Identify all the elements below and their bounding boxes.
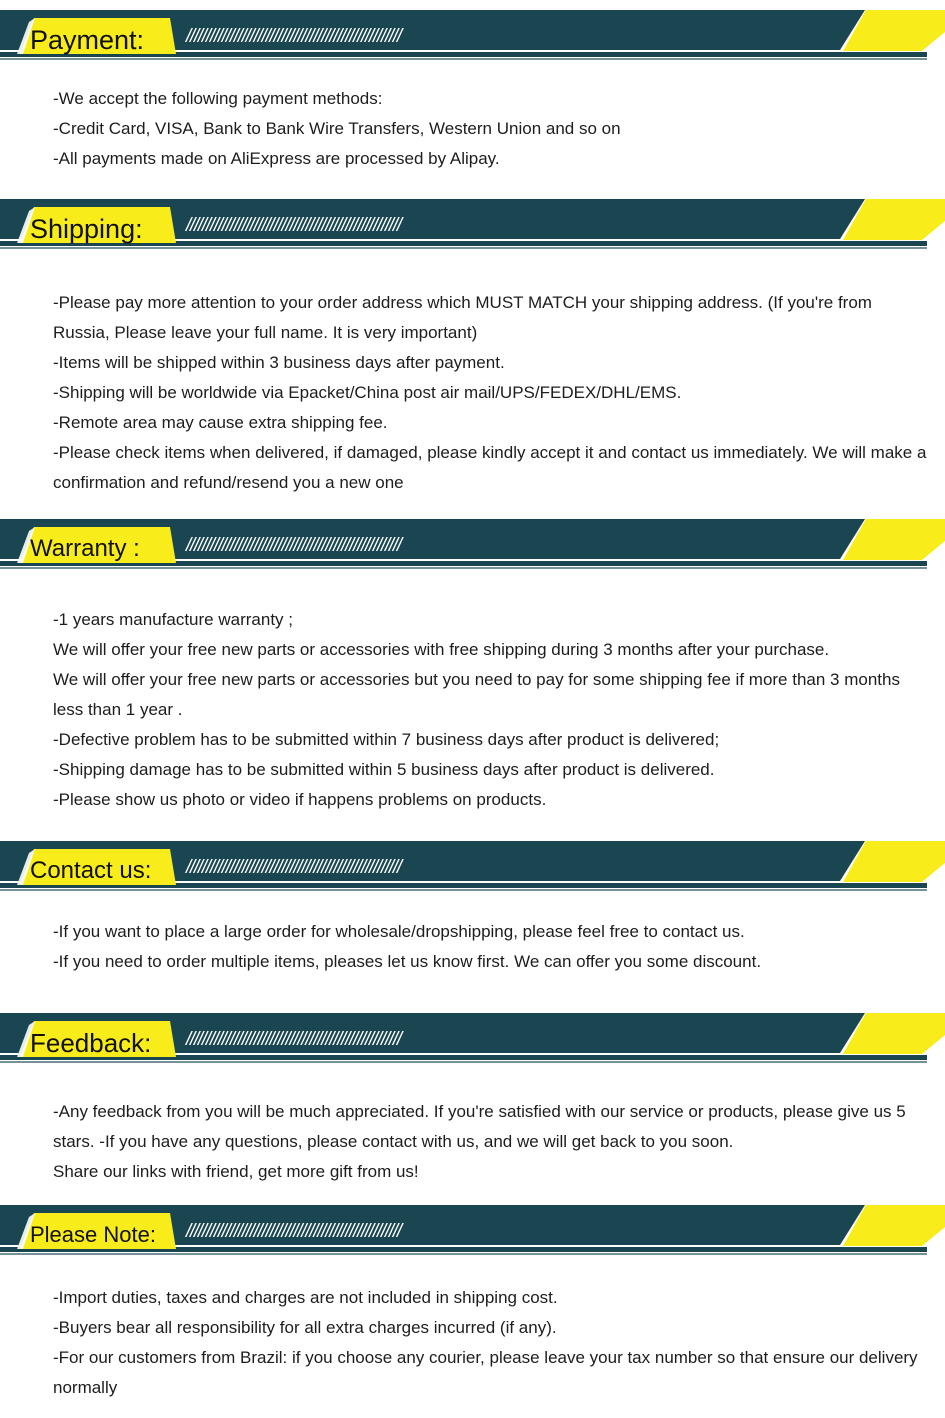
section-lines (0, 1283, 945, 1403)
section-lines (0, 1097, 945, 1187)
section-body (0, 605, 945, 815)
body-line: -Please check items when delivered, if damaged, please kindly accept it and contact us immediately. We will make a confirmation and refund/resend you a new one (53, 443, 927, 492)
section-body (0, 917, 945, 977)
body-line: -If you need to order multiple items, pleases let us know first. We can offer you some discount. (53, 952, 762, 971)
banner-graphic (0, 1203, 945, 1263)
body-line: -Items will be shipped within 3 business days after payment. (53, 353, 505, 372)
section-title: Feedback: (30, 1028, 152, 1058)
body-line: -Please show us photo or video if happens problems on products. (53, 790, 547, 809)
section-body (0, 288, 945, 498)
section-body (0, 1283, 945, 1403)
chevron-down-icon (879, 847, 919, 883)
section-banner (0, 1011, 945, 1071)
body-line: -We accept the following payment methods: (53, 89, 383, 108)
section-title: Warranty : (30, 535, 140, 562)
body-line: -Defective problem has to be submitted within 7 business days after product is delivered; (53, 730, 720, 749)
chevron-down-icon (879, 16, 919, 52)
slash-decoration: ////////////////////////////////////////////////////// (186, 26, 401, 47)
body-line: -Remote area may cause extra shipping fee. (53, 413, 388, 432)
section-body (0, 1097, 945, 1187)
banner-graphic (0, 197, 945, 257)
banner-graphic (0, 8, 945, 68)
body-line: -Any feedback from you will be much appreciated. If you're satisfied with our service or products, please give us 5 stars. -If you have any questions, please contact with us, and we will get back to you soon. (53, 1102, 906, 1151)
section-body (0, 84, 945, 174)
section-banner (0, 197, 945, 257)
body-line: -Shipping will be worldwide via Epacket/China post air mail/UPS/FEDEX/DHL/EMS. (53, 383, 682, 402)
section-lines (0, 605, 945, 815)
slash-decoration: ////////////////////////////////////////////////////// (186, 857, 401, 878)
banner-graphic (0, 839, 945, 899)
section-banner (0, 839, 945, 899)
chevron-down-icon (879, 525, 919, 561)
banner-graphic (0, 1011, 945, 1071)
body-line: -Import duties, taxes and charges are not included in shipping cost. (53, 1288, 558, 1307)
slash-decoration: ////////////////////////////////////////////////////// (186, 215, 401, 236)
banner-graphic (0, 517, 945, 577)
body-line: -All payments made on AliExpress are processed by Alipay. (53, 149, 500, 168)
body-line: -Buyers bear all responsibility for all extra charges incurred (if any). (53, 1318, 557, 1337)
body-line: -1 years manufacture warranty ; (53, 610, 293, 629)
body-line: Share our links with friend, get more gift from us! (53, 1162, 419, 1181)
chevron-down-icon (879, 1019, 919, 1055)
body-line: -If you want to place a large order for wholesale/dropshipping, please feel free to contact us. (53, 922, 745, 941)
body-line: -For our customers from Brazil: if you choose any courier, please leave your tax number so that ensure our delivery normally (53, 1348, 918, 1397)
section-title: Please Note: (30, 1222, 156, 1247)
section-lines (0, 917, 945, 977)
body-line: -Please pay more attention to your order address which MUST MATCH your shipping address. (If you're from Russia, Please leave your full name. It is very important) (53, 293, 872, 342)
section-title: Shipping: (30, 214, 143, 244)
section-title: Payment: (30, 25, 145, 55)
chevron-down-icon (879, 205, 919, 241)
body-line: -Credit Card, VISA, Bank to Bank Wire Transfers, Western Union and so on (53, 119, 621, 138)
section-lines (0, 288, 945, 498)
section-lines (0, 84, 945, 174)
slash-decoration: ////////////////////////////////////////////////////// (186, 1221, 401, 1242)
section-banner (0, 517, 945, 577)
body-line: We will offer your free new parts or accessories with free shipping during 3 months after your purchase. (53, 640, 830, 659)
section-banner (0, 1203, 945, 1263)
slash-decoration: ////////////////////////////////////////////////////// (186, 1029, 401, 1050)
chevron-down-icon (879, 1211, 919, 1247)
slash-decoration: ////////////////////////////////////////////////////// (186, 535, 401, 556)
body-line: -Shipping damage has to be submitted within 5 business days after product is delivered. (53, 760, 715, 779)
body-line: We will offer your free new parts or accessories but you need to pay for some shipping fee if more than 3 months less than 1 year . (53, 670, 900, 719)
section-banner (0, 8, 945, 68)
section-title: Contact us: (30, 857, 152, 884)
